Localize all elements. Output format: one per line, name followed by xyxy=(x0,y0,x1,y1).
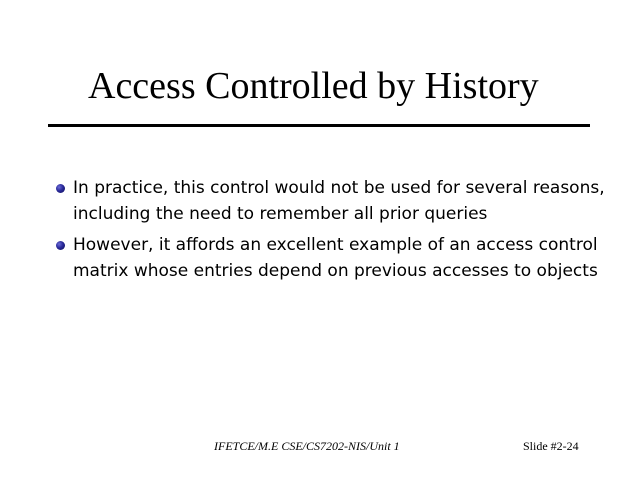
bullet-icon xyxy=(56,241,65,250)
title-underline xyxy=(48,124,590,127)
bullet-item xyxy=(56,175,616,227)
slide-title: Access Controlled by History xyxy=(88,65,539,107)
bullet-item xyxy=(56,232,616,284)
footer-course-label: IFETCE/M.E CSE/CS7202-NIS/Unit 1 xyxy=(214,439,400,453)
bullet-icon xyxy=(56,184,65,193)
bullet-list xyxy=(56,175,616,289)
bullet-text: In practice, this control would not be used for several reasons, including the need to remember all prior queries xyxy=(73,178,605,224)
bullet-text: However, it affords an excellent example of an access control matrix whose entries depend on previous accesses to objects xyxy=(73,235,598,281)
footer-slide-number: Slide #2-24 xyxy=(523,439,579,453)
